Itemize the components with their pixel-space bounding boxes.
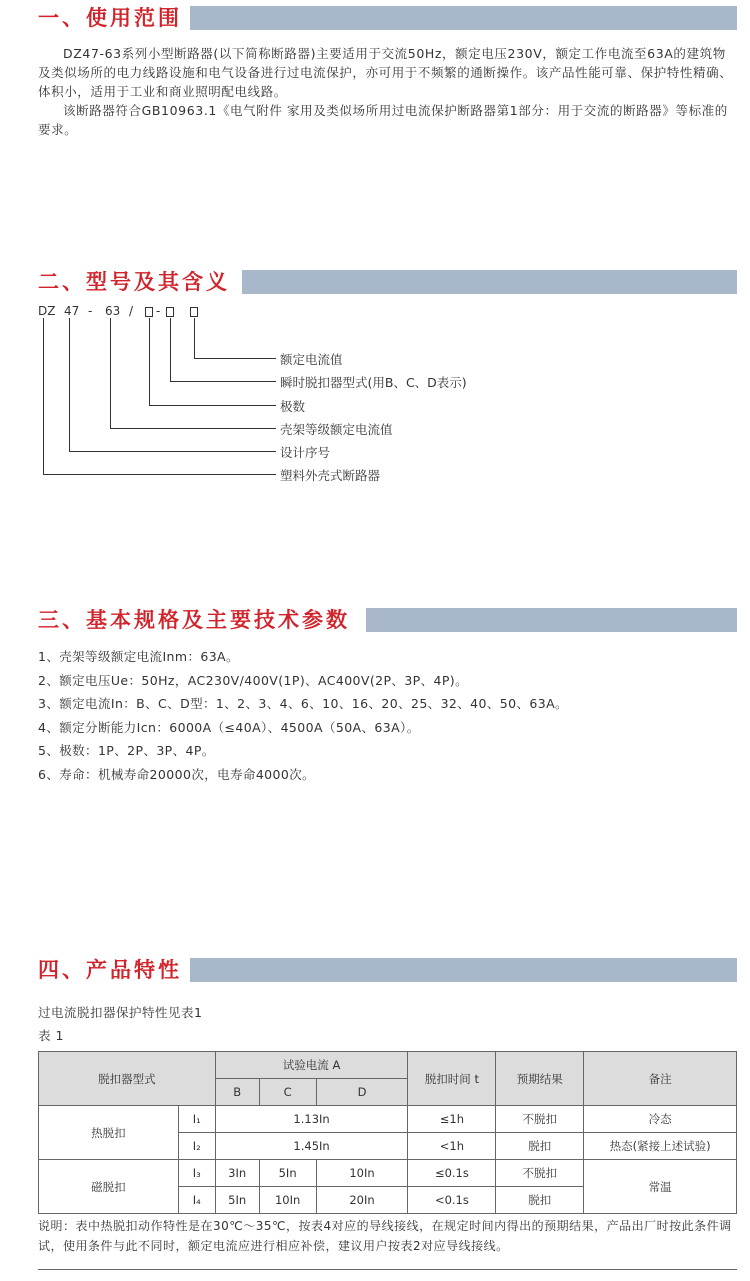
spec-list [38, 645, 568, 786]
model-code-dash: - [88, 304, 93, 318]
cell-i1: I₁ [178, 1106, 215, 1133]
table-row [39, 1106, 737, 1133]
cell-current: 1.45In [215, 1133, 408, 1160]
spec-item: 6、寿命：机械寿命20000次，电寿命4000次。 [38, 766, 316, 782]
spec-item: 2、额定电压Ue：50Hz，AC230V/400V(1P)、AC400V(2P、3P、4P)。 [38, 672, 468, 688]
model-code-dash-2: - [156, 304, 161, 318]
spec-item: 1、壳架等级额定电流Inm：63A。 [38, 649, 239, 664]
scope-text [38, 44, 738, 139]
model-line [149, 318, 150, 405]
cell-i2: I₂ [178, 1133, 215, 1160]
model-line [43, 474, 276, 475]
scope-paragraph-2: 该断路器符合GB10963.1《电气附件 家用及类似场所用过电流保护断路器第1部分：用于交流的断路器》等标准的要求。 [38, 103, 728, 137]
section-1-title: 一、使用范围 [38, 6, 182, 30]
model-label-poles: 极数 [280, 399, 306, 414]
cell-result: 不脱扣 [496, 1106, 584, 1133]
cell-thermal: 热脱扣 [39, 1106, 179, 1160]
header-trip-type: 脱扣器型式 [39, 1052, 216, 1106]
cell-time: <0.1s [408, 1187, 496, 1214]
cell-b: 5In [215, 1187, 259, 1214]
model-label-mccb: 塑料外壳式断路器 [280, 468, 381, 483]
model-box-poles [145, 307, 153, 317]
spec-item: 4、额定分断能力Icn：6000A（≤40A）、4500A（50A、63A）。 [38, 719, 420, 735]
section-3-title: 三、基本规格及主要技术参数 [38, 608, 350, 632]
cell-magnetic: 磁脱扣 [39, 1160, 179, 1214]
section-3-bar [366, 608, 737, 632]
cell-c: 5In [259, 1160, 316, 1187]
model-code-slash: / [129, 304, 134, 318]
cell-b: 3In [215, 1160, 259, 1187]
section-2-heading [38, 269, 230, 295]
section-4-bar [190, 958, 737, 982]
cell-d: 20In [316, 1187, 408, 1214]
header-b: B [215, 1079, 259, 1106]
model-label-frame-current: 壳架等级额定电流值 [280, 422, 393, 437]
cell-d: 10In [316, 1160, 408, 1187]
cell-c: 10In [259, 1187, 316, 1214]
table-note: 说明：表中热脱扣动作特性是在30℃～35℃，按表4对应的导线接线，在规定时间内得出的预期结果，产品出厂时按此条件调试，使用条件与此不同时，额定电流应进行相应补偿，建议用户按表2对应导线接线。 [38, 1219, 732, 1253]
cell-time: ≤0.1s [408, 1160, 496, 1187]
model-label-trip-type: 瞬时脱扣器型式(用B、C、D表示) [280, 375, 467, 390]
model-line [43, 318, 44, 474]
cell-current: 1.13In [215, 1106, 408, 1133]
section-2-title: 二、型号及其含义 [38, 270, 230, 294]
header-d: D [316, 1079, 408, 1106]
model-line [170, 381, 276, 382]
spec-item: 5、极数：1P、2P、3P、4P。 [38, 743, 215, 758]
model-code-63: 63 [105, 304, 121, 318]
protection-characteristics-table [38, 1051, 737, 1214]
header-test-current: 试验电流 A [215, 1052, 408, 1079]
header-remark: 备注 [584, 1052, 737, 1106]
model-line [110, 428, 276, 429]
cell-i3: I₃ [178, 1160, 215, 1187]
model-code-dz: DZ [38, 304, 56, 318]
model-line [194, 358, 276, 359]
cell-i4: I₄ [178, 1187, 215, 1214]
cell-remark: 冷态 [584, 1106, 737, 1133]
cell-result: 脱扣 [496, 1133, 584, 1160]
cell-result: 脱扣 [496, 1187, 584, 1214]
cell-remark-ambient: 常温 [584, 1160, 737, 1214]
model-line [149, 405, 276, 406]
cell-time: <1h [408, 1133, 496, 1160]
model-code-47: 47 [64, 304, 80, 318]
header-expected-result: 预期结果 [496, 1052, 584, 1106]
section-4-title: 四、产品特性 [38, 958, 182, 982]
model-box-trip-type [166, 307, 174, 317]
bottom-divider [38, 1269, 737, 1270]
cell-remark: 热态(紧接上述试验) [584, 1133, 737, 1160]
model-line [69, 318, 70, 451]
cell-time: ≤1h [408, 1106, 496, 1133]
section-4-heading [38, 957, 182, 983]
model-line [110, 318, 111, 428]
section-3-heading [38, 607, 350, 633]
cell-result: 不脱扣 [496, 1160, 584, 1187]
model-label-design-number: 设计序号 [280, 445, 331, 460]
model-line [69, 451, 276, 452]
model-line [170, 318, 171, 381]
section-1-bar [190, 6, 737, 30]
model-label-rated-current: 额定电流值 [280, 352, 343, 367]
model-box-current [190, 307, 198, 317]
section-1-heading [38, 5, 182, 31]
table-caption: 过电流脱扣器保护特性见表1 [38, 1005, 203, 1020]
header-c: C [259, 1079, 316, 1106]
spec-item: 3、额定电流In：B、C、D型：1、2、3、4、6、10、16、20、25、32、40、50、63A。 [38, 696, 568, 711]
table-label: 表 1 [38, 1028, 64, 1043]
table-row [39, 1160, 737, 1187]
model-line [194, 318, 195, 358]
header-trip-time: 脱扣时间 t [408, 1052, 496, 1106]
scope-paragraph-1: DZ47-63系列小型断路器(以下简称断路器)主要适用于交流50Hz，额定电压230V，额定工作电流至63A的建筑物及类似场所的电力线路设施和电气设备进行过电流保护，亦可用于不频繁的通断操作。该产品性能可靠、保护特性精确、体积小，适用于工业和商业照明配电线路。 [38, 46, 733, 99]
section-2-bar [242, 270, 737, 294]
